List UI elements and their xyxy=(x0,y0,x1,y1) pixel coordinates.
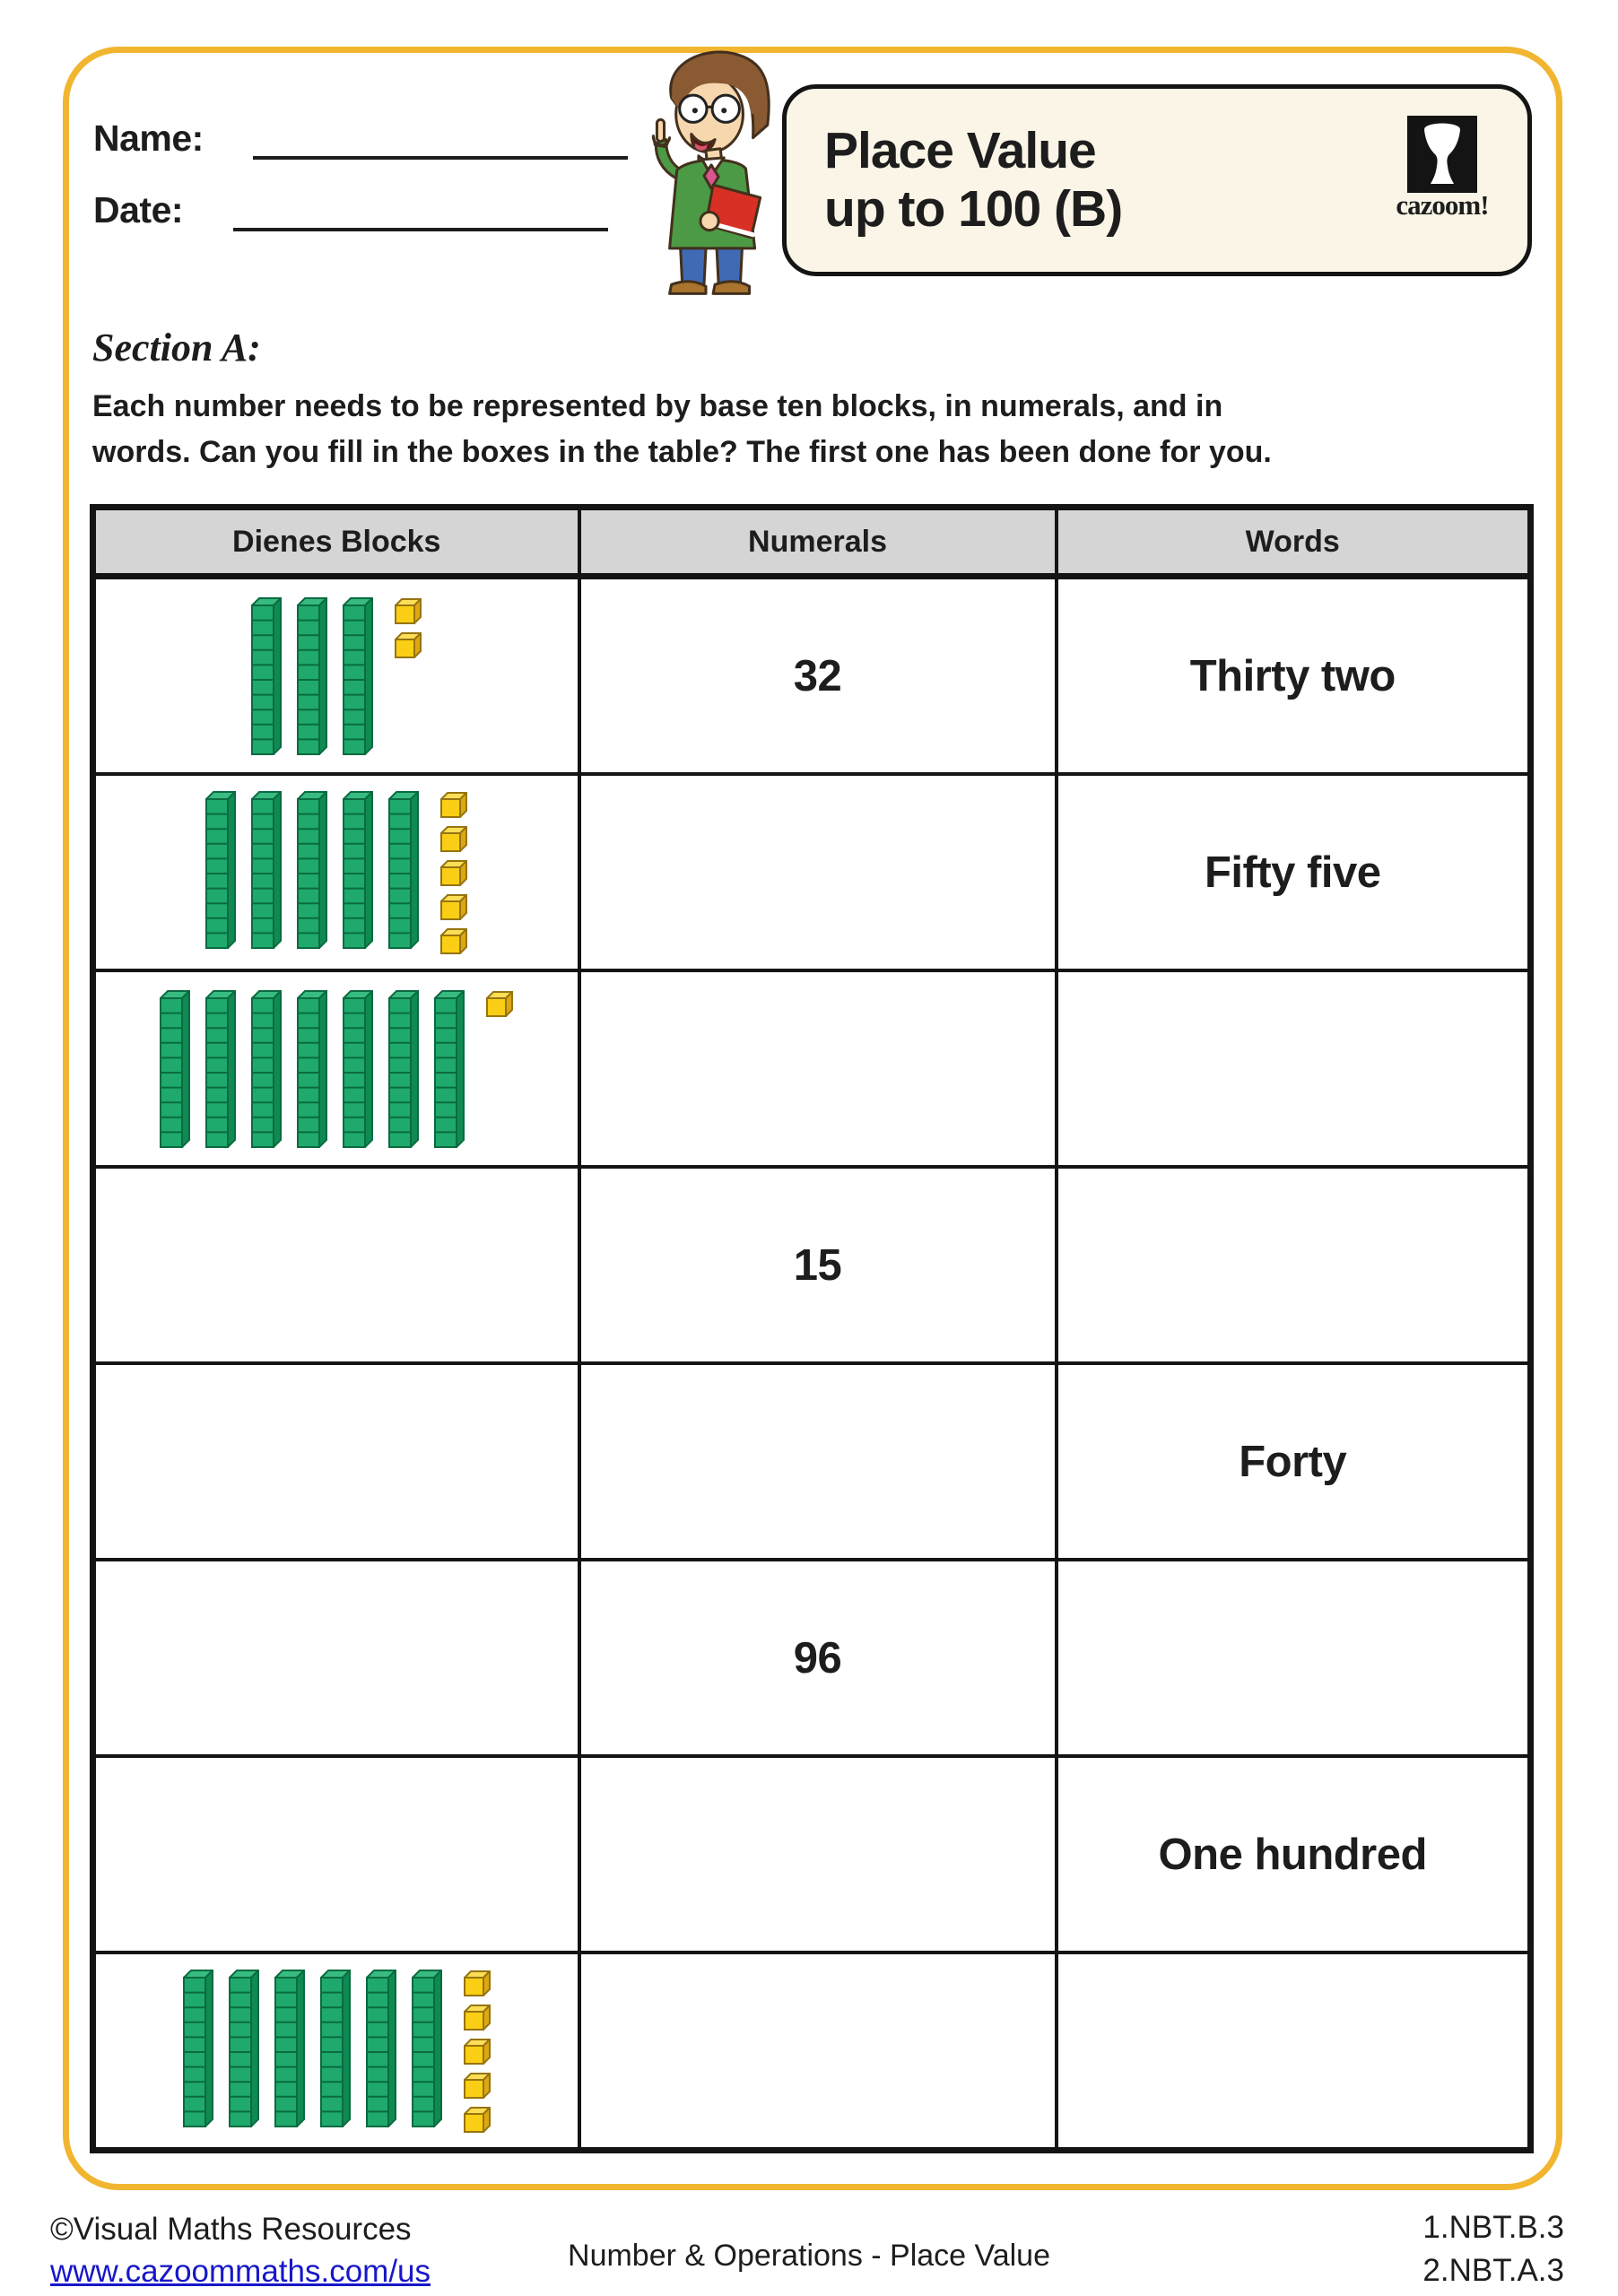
tens-rod-icon xyxy=(343,597,373,755)
numerals-cell[interactable] xyxy=(579,774,1057,970)
tens-rod-icon xyxy=(251,791,282,949)
table-row xyxy=(93,1560,1531,1756)
numerals-cell: 32 xyxy=(579,577,1057,775)
tens-rod-icon xyxy=(343,791,373,949)
words-cell[interactable] xyxy=(1057,1952,1531,2151)
dienes-blocks-cell[interactable] xyxy=(93,1167,579,1363)
ones-cube-icon xyxy=(464,2039,491,2065)
tens-rod-icon xyxy=(343,990,373,1148)
table-header-row xyxy=(93,508,1531,577)
tens-rod-icon xyxy=(388,791,419,949)
logo-text: cazoom! xyxy=(1396,189,1489,221)
website-link[interactable]: www.cazoommaths.com/us xyxy=(50,2254,431,2290)
words-cell[interactable] xyxy=(1057,1560,1531,1756)
dienes-blocks-group xyxy=(205,791,467,954)
dienes-blocks-cell xyxy=(93,970,579,1167)
numerals-cell: 15 xyxy=(579,1167,1057,1363)
title-line-1: Place Value xyxy=(824,122,1096,180)
table-row xyxy=(93,1363,1531,1560)
header-words: Words xyxy=(1057,508,1531,577)
tens-rod-icon xyxy=(183,1970,213,2127)
numerals-cell[interactable] xyxy=(579,970,1057,1167)
instruction-line-1: Each number needs to be represented by base ten blocks, in numerals, and in xyxy=(92,389,1223,423)
ones-cube-icon xyxy=(440,826,467,852)
worksheet-title xyxy=(824,122,1122,239)
ones-cube-icon xyxy=(395,598,422,624)
dienes-blocks-group xyxy=(251,597,422,755)
section-heading: Section A: xyxy=(92,326,261,370)
dienes-blocks-cell[interactable] xyxy=(93,1363,579,1560)
ones-cube-icon xyxy=(464,2107,491,2133)
date-label: Date: xyxy=(93,189,184,230)
ones-cube-icon xyxy=(440,860,467,886)
words-cell[interactable] xyxy=(1057,1167,1531,1363)
tens-rod-icon xyxy=(229,1970,259,2127)
words-cell: Thirty two xyxy=(1057,577,1531,775)
name-label: Name: xyxy=(93,117,204,159)
tens-rod-icon xyxy=(160,990,190,1148)
tens-rod-icon xyxy=(412,1970,442,2127)
tens-rod-icon xyxy=(205,990,236,1148)
dienes-blocks-group xyxy=(183,1970,491,2133)
dienes-blocks-cell xyxy=(93,774,579,970)
tens-rod-icon xyxy=(297,791,327,949)
dienes-blocks-cell[interactable] xyxy=(93,1756,579,1952)
tens-rod-icon xyxy=(297,597,327,755)
standard-code-1: 1.NBT.B.3 xyxy=(1422,2210,1564,2245)
ones-cube-icon xyxy=(464,1970,491,1996)
name-line[interactable] xyxy=(253,115,628,160)
ones-cube-icon xyxy=(440,792,467,818)
date-line[interactable] xyxy=(233,187,608,231)
numerals-cell[interactable] xyxy=(579,1952,1057,2151)
ones-cube-icon xyxy=(464,2073,491,2099)
footer-topic: Number & Operations - Place Value xyxy=(568,2239,1050,2273)
instruction-line-2: words. Can you fill in the boxes in the table? The first one has been done for you. xyxy=(92,435,1272,469)
tens-rod-icon xyxy=(205,791,236,949)
ones-cube-icon xyxy=(486,991,513,1017)
title-line-2: up to 100 (B) xyxy=(824,180,1123,238)
words-cell: One hundred xyxy=(1057,1756,1531,1952)
instructions xyxy=(92,384,1272,475)
place-value-table xyxy=(90,504,1534,2153)
ones-cube-icon xyxy=(395,632,422,658)
tens-rod-icon xyxy=(251,990,282,1148)
tens-rod-icon xyxy=(274,1970,305,2127)
table-row xyxy=(93,577,1531,775)
tens-rod-icon xyxy=(434,990,465,1148)
tens-rod-icon xyxy=(251,597,282,755)
ones-cube-icon xyxy=(440,894,467,920)
djembe-drum-icon xyxy=(1407,116,1477,193)
header-numerals: Numerals xyxy=(579,508,1057,577)
tens-rod-icon xyxy=(366,1970,396,2127)
numerals-cell: 96 xyxy=(579,1560,1057,1756)
worksheet-title-box xyxy=(782,84,1532,276)
dienes-blocks-cell[interactable] xyxy=(93,1560,579,1756)
numerals-cell[interactable] xyxy=(579,1756,1057,1952)
dienes-blocks-cell xyxy=(93,1952,579,2151)
dienes-blocks-cell xyxy=(93,577,579,775)
dienes-blocks-group xyxy=(160,990,513,1148)
words-cell[interactable] xyxy=(1057,970,1531,1167)
header-dienes-blocks: Dienes Blocks xyxy=(93,508,579,577)
table-row xyxy=(93,1756,1531,1952)
table-row xyxy=(93,774,1531,970)
name-date-block xyxy=(93,115,628,258)
table-row xyxy=(93,970,1531,1167)
numerals-cell[interactable] xyxy=(579,1363,1057,1560)
copyright-text: ©Visual Maths Resources xyxy=(50,2212,412,2247)
footer-standard-codes xyxy=(1422,2206,1564,2293)
ones-cube-icon xyxy=(464,2005,491,2031)
teacher-cartoon-illustration xyxy=(619,41,791,303)
words-cell: Fifty five xyxy=(1057,774,1531,970)
ones-cube-icon xyxy=(440,928,467,954)
tens-rod-icon xyxy=(388,990,419,1148)
table-row xyxy=(93,1167,1531,1363)
table-row xyxy=(93,1952,1531,2151)
standard-code-2: 2.NBT.A.3 xyxy=(1422,2253,1564,2289)
tens-rod-icon xyxy=(297,990,327,1148)
tens-rod-icon xyxy=(320,1970,351,2127)
cazoom-logo xyxy=(1384,116,1501,222)
words-cell: Forty xyxy=(1057,1363,1531,1560)
